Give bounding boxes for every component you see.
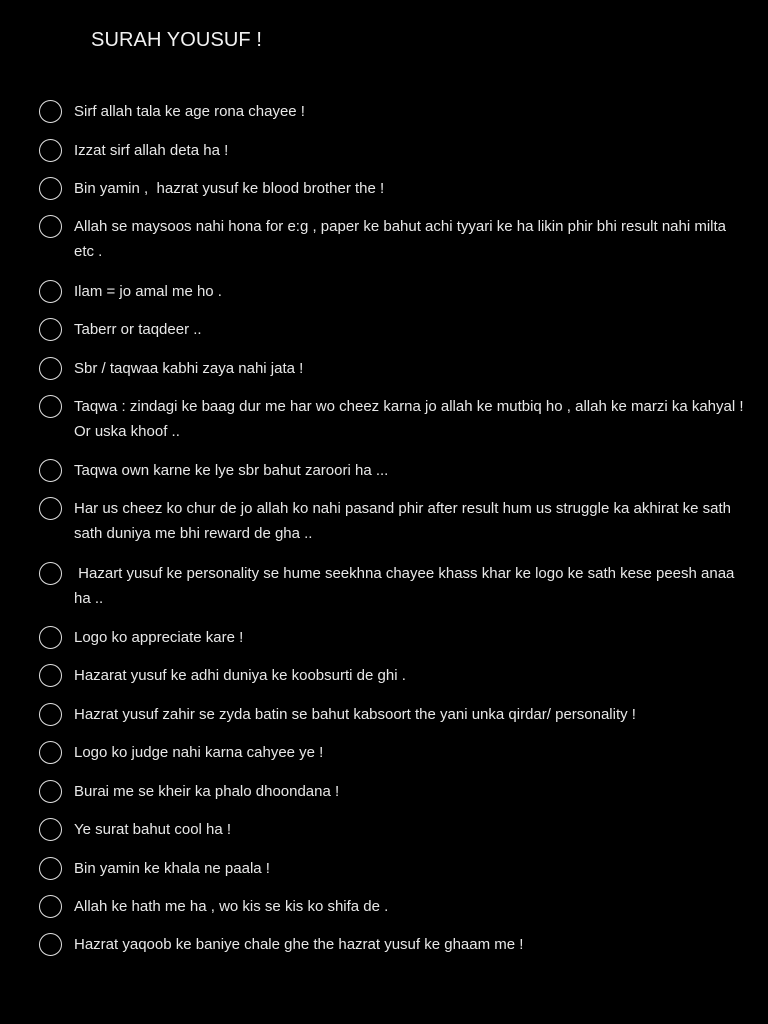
- checkbox[interactable]: [39, 318, 62, 341]
- checklist-item-text[interactable]: Hazarat yusuf ke adhi duniya ke koobsurti de ghi .: [74, 667, 406, 684]
- checklist-item-text[interactable]: Ye surat bahut cool ha !: [74, 821, 232, 838]
- checkbox[interactable]: [39, 703, 62, 726]
- checkbox[interactable]: [39, 626, 62, 649]
- checklist-item-text[interactable]: Bin yamin ke khala ne paala !: [74, 860, 270, 877]
- checkbox[interactable]: [39, 459, 62, 482]
- note-title: SURAH YOUSUF !: [91, 29, 263, 51]
- checklist-item-text[interactable]: Allah se maysoos nahi hona for e:g , paper ke bahut achi tyyari ke ha likin phir bhi result nahi milta etc .: [74, 218, 735, 260]
- checklist-item-text[interactable]: Har us cheez ko chur de jo allah ko nahi pasand phir after result hum us struggle ka akhirat ke sath sath duniya me bhi reward de gha ..: [74, 500, 736, 542]
- checklist-item-text[interactable]: Sbr / taqwaa kabhi zaya nahi jata !: [74, 360, 304, 377]
- checkbox[interactable]: [39, 741, 62, 764]
- checklist-item-text[interactable]: Hazrat yaqoob ke baniye chale ghe the hazrat yusuf ke ghaam me !: [74, 936, 524, 953]
- checklist-item-text[interactable]: Taqwa own karne ke lye sbr bahut zaroori ha ...: [74, 462, 389, 479]
- checkbox[interactable]: [39, 664, 62, 687]
- checklist-item-text[interactable]: Bin yamin , hazrat yusuf ke blood brother the !: [74, 180, 385, 197]
- checkbox[interactable]: [39, 215, 62, 238]
- checkbox[interactable]: [39, 562, 62, 585]
- checkbox[interactable]: [39, 139, 62, 162]
- checklist-item-text[interactable]: Burai me se kheir ka phalo dhoondana !: [74, 783, 340, 800]
- checklist-item-text[interactable]: Ilam = jo amal me ho .: [74, 283, 222, 300]
- checkbox[interactable]: [39, 357, 62, 380]
- checklist-item-text[interactable]: Logo ko judge nahi karna cahyee ye !: [74, 744, 324, 761]
- checkbox[interactable]: [39, 177, 62, 200]
- checkbox[interactable]: [39, 895, 62, 918]
- checklist-item-text[interactable]: Logo ko appreciate kare !: [74, 629, 244, 646]
- checklist-item-text[interactable]: Hazart yusuf ke personality se hume seekhna chayee khass khar ke logo ke sath kese peesh anaa ha ..: [74, 565, 739, 607]
- checklist-item-text[interactable]: Izzat sirf allah deta ha !: [74, 142, 229, 159]
- checklist-item-text[interactable]: Hazrat yusuf zahir se zyda batin se bahut kabsoort the yani unka qirdar/ personality !: [74, 706, 636, 723]
- checkbox[interactable]: [39, 818, 62, 841]
- checkbox[interactable]: [39, 933, 62, 956]
- checklist-item-text[interactable]: Taqwa : zindagi ke baag dur me har wo cheez karna jo allah ke mutbiq ho , allah ke marzi ka kahyal ! Or uska khoof ..: [74, 398, 748, 440]
- checklist-item-text[interactable]: Taberr or taqdeer ..: [74, 321, 202, 338]
- checklist-item-text[interactable]: Sirf allah tala ke age rona chayee !: [74, 103, 305, 120]
- checkbox[interactable]: [39, 857, 62, 880]
- checklist-item-text[interactable]: Allah ke hath me ha , wo kis se kis ko shifa de .: [74, 898, 389, 915]
- checkbox[interactable]: [39, 395, 62, 418]
- checkbox[interactable]: [39, 280, 62, 303]
- checkbox[interactable]: [39, 780, 62, 803]
- checkbox[interactable]: [39, 497, 62, 520]
- checkbox[interactable]: [39, 100, 62, 123]
